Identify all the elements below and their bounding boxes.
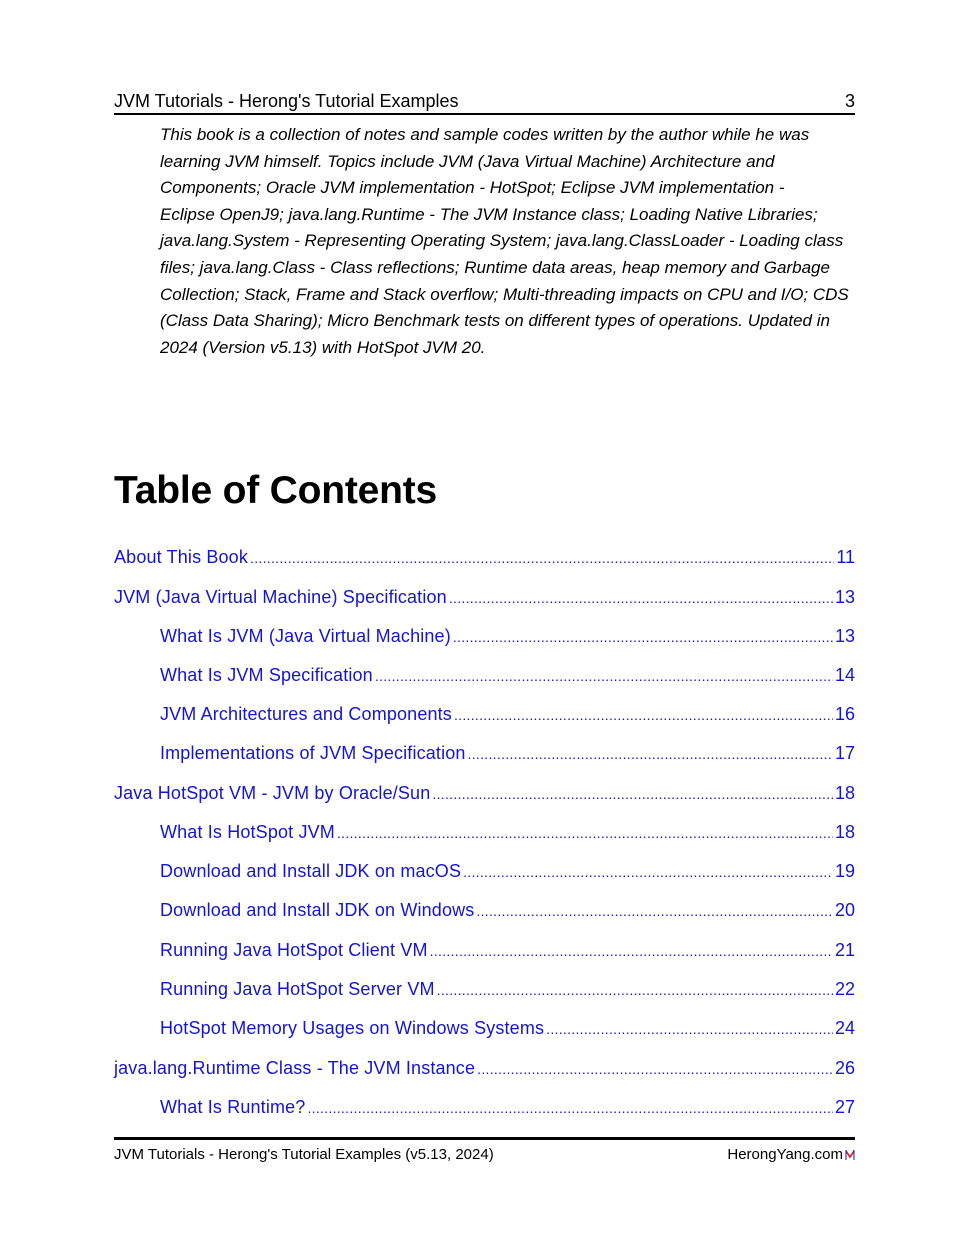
toc-entry-page: 24 <box>834 1018 855 1038</box>
footer-site <box>727 1142 855 1168</box>
description-line: java.lang.System - Representing Operating System; java.lang.ClassLoader - Loading class <box>160 231 844 251</box>
dot-leader <box>476 898 833 924</box>
toc-entry-label: Download and Install JDK on Windows <box>160 900 475 920</box>
toc-entry-label: HotSpot Memory Usages on Windows Systems <box>160 1018 545 1038</box>
toc-entry[interactable] <box>160 897 855 923</box>
toc-entry-page: 19 <box>834 861 855 881</box>
description-line: 2024 (Version v5.13) with HotSpot JVM 20. <box>160 337 486 357</box>
toc-entry-page: 11 <box>836 547 855 567</box>
toc-entry-label: What Is JVM (Java Virtual Machine) <box>160 626 451 646</box>
toc-entry-label: Running Java HotSpot Server VM <box>160 979 435 999</box>
toc-entry[interactable] <box>160 858 855 884</box>
toc-entry-page: 13 <box>834 626 855 646</box>
toc-entry-page: 13 <box>834 587 855 607</box>
description-line: learning JVM himself. Topics include JVM (Java Virtual Machine) Architecture and <box>160 151 775 171</box>
toc-entry[interactable] <box>160 740 855 766</box>
header-title: JVM Tutorials - Herong's Tutorial Examples <box>114 91 459 111</box>
toc-entry[interactable] <box>160 976 855 1002</box>
toc-entry[interactable] <box>160 701 855 727</box>
footer-site-name: HerongYang.com <box>727 1146 843 1163</box>
dot-leader <box>454 702 833 728</box>
toc-entry[interactable] <box>160 662 855 688</box>
toc-entry-page: 26 <box>834 1058 855 1078</box>
dot-leader <box>449 585 833 611</box>
toc-entry-label: About This Book <box>114 547 248 567</box>
toc-entry[interactable] <box>160 819 855 845</box>
dot-leader <box>546 1016 833 1042</box>
toc-entry[interactable] <box>160 1015 855 1041</box>
toc-entry-page: 16 <box>834 704 855 724</box>
description-line: Eclipse OpenJ9; java.lang.Runtime - The JVM Instance class; Loading Native Libraries; <box>160 204 818 224</box>
dot-leader <box>250 545 834 571</box>
toc-entry[interactable] <box>160 937 855 963</box>
description-line: This book is a collection of notes and sample codes written by the author while he was <box>160 125 810 144</box>
toc-entry-page: 22 <box>834 979 855 999</box>
toc-entry-label: java.lang.Runtime Class - The JVM Instance <box>114 1058 476 1078</box>
toc-entry-label: Java HotSpot VM - JVM by Oracle/Sun <box>114 783 431 803</box>
dot-leader <box>307 1095 833 1121</box>
toc-entry[interactable] <box>114 584 855 610</box>
description-line: Collection; Stack, Frame and Stack overflow; Multi-threading impacts on CPU and I/O; CDS <box>160 284 849 304</box>
toc-entry-page: 18 <box>834 822 855 842</box>
toc-entry-page: 20 <box>834 900 855 920</box>
book-description <box>160 122 860 361</box>
toc-entry-label: What Is JVM Specification <box>160 665 373 685</box>
dot-leader <box>477 1056 833 1082</box>
toc-entry[interactable] <box>160 1094 855 1120</box>
dot-leader <box>375 663 833 689</box>
toc-heading: Table of Contents <box>114 469 438 512</box>
toc-entry-page: 27 <box>834 1097 855 1117</box>
toc-entry-label: Download and Install JDK on macOS <box>160 861 462 881</box>
toc-entry-page: 14 <box>834 665 855 685</box>
description-line: files; java.lang.Class - Class reflections; Runtime data areas, heap memory and Garbage <box>160 257 830 277</box>
dot-leader <box>337 820 833 846</box>
toc-entry-page: 17 <box>834 743 855 763</box>
dot-leader <box>430 938 833 964</box>
toc-entry-page: 21 <box>834 940 855 960</box>
description-line: (Class Data Sharing); Micro Benchmark tests on different types of operations. Updated in <box>160 311 830 331</box>
dot-leader <box>468 741 833 767</box>
toc-entry-label: JVM (Java Virtual Machine) Specification <box>114 587 447 607</box>
dot-leader <box>463 859 833 885</box>
toc-entry[interactable] <box>114 1055 855 1081</box>
footer-book-title: JVM Tutorials - Herong's Tutorial Examples (v5.13, 2024) <box>114 1146 494 1163</box>
toc-entry-label: What Is HotSpot JVM <box>160 822 335 842</box>
toc-entry-label: Running Java HotSpot Client VM <box>160 940 428 960</box>
toc-entry-label: What Is Runtime? <box>160 1097 306 1117</box>
herongyang-logo-icon <box>845 1149 855 1161</box>
page-footer <box>114 1137 855 1166</box>
dot-leader <box>432 781 833 807</box>
toc-entry[interactable] <box>114 544 855 570</box>
page-header <box>114 89 855 115</box>
page-number: 3 <box>844 91 855 111</box>
toc-entry-label: JVM Architectures and Components <box>160 704 452 724</box>
toc-entry[interactable] <box>114 780 855 806</box>
toc-entry[interactable] <box>160 623 855 649</box>
dot-leader <box>453 624 833 650</box>
toc-entry-page: 18 <box>834 783 855 803</box>
toc-entry-label: Implementations of JVM Specification <box>160 743 466 763</box>
dot-leader <box>437 977 833 1003</box>
description-line: Components; Oracle JVM implementation - HotSpot; Eclipse JVM implementation - <box>160 178 785 198</box>
